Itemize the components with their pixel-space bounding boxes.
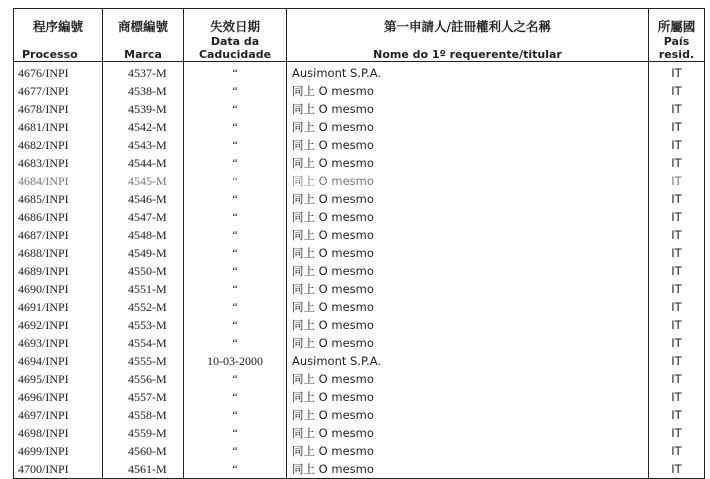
table-row: [14, 172, 705, 190]
header-pais: [649, 9, 705, 62]
processo-cell: 4693/INPI: [14, 334, 103, 352]
data-caducidade-cell: “: [184, 424, 287, 442]
pais-cell: IT: [649, 334, 705, 352]
table-row: [14, 136, 705, 154]
nome-titular-cell: 同上 O mesmo: [287, 154, 649, 172]
nome-titular-cell: 同上 O mesmo: [287, 172, 649, 190]
nome-titular-cell: 同上 O mesmo: [287, 280, 649, 298]
marca-cell: 4539-M: [103, 100, 184, 118]
pais-cell: IT: [649, 190, 705, 208]
nome-titular-cell: 同上 O mesmo: [287, 244, 649, 262]
table-row: [14, 208, 705, 226]
pais-cell: IT: [649, 244, 705, 262]
processo-cell: 4694/INPI: [14, 352, 103, 370]
nome-titular-cell: 同上 O mesmo: [287, 406, 649, 424]
nome-titular-cell: 同上 O mesmo: [287, 226, 649, 244]
pais-cell: IT: [649, 136, 705, 154]
nome-titular-cell: 同上 O mesmo: [287, 208, 649, 226]
processo-cell: 4688/INPI: [14, 244, 103, 262]
marca-cell: 4543-M: [103, 136, 184, 154]
processo-cell: 4681/INPI: [14, 118, 103, 136]
pais-cell: IT: [649, 298, 705, 316]
header-data-pt-line2: Caducidade: [198, 48, 272, 61]
data-caducidade-cell: “: [184, 62, 287, 83]
marca-cell: 4544-M: [103, 154, 184, 172]
marca-cell: 4549-M: [103, 244, 184, 262]
pais-cell: IT: [649, 172, 705, 190]
table-row: [14, 352, 705, 370]
marca-cell: 4546-M: [103, 190, 184, 208]
table-row: [14, 118, 705, 136]
nome-titular-cell: 同上 O mesmo: [287, 100, 649, 118]
table-row: [14, 262, 705, 280]
nome-titular-cell: 同上 O mesmo: [287, 298, 649, 316]
processo-cell: 4695/INPI: [14, 370, 103, 388]
processo-cell: 4699/INPI: [14, 442, 103, 460]
header-data-pt-line1: Data da: [210, 35, 260, 48]
nome-titular-cell: 同上 O mesmo: [287, 190, 649, 208]
marca-cell: 4558-M: [103, 406, 184, 424]
table-row: [14, 280, 705, 298]
header-marca: [103, 9, 184, 62]
table-row: [14, 82, 705, 100]
data-caducidade-cell: “: [184, 262, 287, 280]
data-caducidade-cell: 10-03-2000: [184, 352, 287, 370]
data-caducidade-cell: “: [184, 244, 287, 262]
marca-cell: 4560-M: [103, 442, 184, 460]
pais-cell: IT: [649, 62, 705, 83]
data-caducidade-cell: “: [184, 208, 287, 226]
trademark-expiry-table: [13, 8, 705, 479]
processo-cell: 4696/INPI: [14, 388, 103, 406]
pais-cell: IT: [649, 82, 705, 100]
processo-cell: 4683/INPI: [14, 154, 103, 172]
nome-titular-cell: 同上 O mesmo: [287, 316, 649, 334]
marca-cell: 4547-M: [103, 208, 184, 226]
pais-cell: IT: [649, 460, 705, 479]
data-caducidade-cell: “: [184, 334, 287, 352]
header-pais-pt-line2: resid.: [658, 48, 695, 61]
marca-cell: 4550-M: [103, 262, 184, 280]
header-marca-zh: 商標編號: [117, 19, 168, 34]
header-nome-zh: 第一申請人/註冊權利人之名稱: [383, 19, 552, 34]
header-nome-pt: Nome do 1º requerente/titular: [373, 48, 562, 61]
data-caducidade-cell: “: [184, 190, 287, 208]
table-row: [14, 190, 705, 208]
marca-cell: 4542-M: [103, 118, 184, 136]
processo-cell: 4690/INPI: [14, 280, 103, 298]
pais-cell: IT: [649, 352, 705, 370]
table-row: [14, 442, 705, 460]
pais-cell: IT: [649, 316, 705, 334]
nome-titular-cell: 同上 O mesmo: [287, 442, 649, 460]
table-row: [14, 388, 705, 406]
data-caducidade-cell: “: [184, 226, 287, 244]
marca-cell: 4538-M: [103, 82, 184, 100]
processo-cell: 4685/INPI: [14, 190, 103, 208]
nome-titular-cell: 同上 O mesmo: [287, 334, 649, 352]
marca-cell: 4559-M: [103, 424, 184, 442]
marca-cell: 4545-M: [103, 172, 184, 190]
nome-titular-cell: Ausimont S.P.A.: [287, 352, 649, 370]
nome-titular-cell: 同上 O mesmo: [287, 118, 649, 136]
pais-cell: IT: [649, 280, 705, 298]
header-processo: [14, 9, 103, 62]
marca-cell: 4554-M: [103, 334, 184, 352]
processo-cell: 4698/INPI: [14, 424, 103, 442]
header-processo-pt: Processo: [22, 48, 78, 61]
data-caducidade-cell: “: [184, 298, 287, 316]
processo-cell: 4700/INPI: [14, 460, 103, 479]
header-nome: [287, 9, 649, 62]
processo-cell: 4697/INPI: [14, 406, 103, 424]
pais-cell: IT: [649, 442, 705, 460]
data-caducidade-cell: “: [184, 280, 287, 298]
pais-cell: IT: [649, 424, 705, 442]
processo-cell: 4691/INPI: [14, 298, 103, 316]
header-pais-pt-line1: País: [663, 35, 690, 48]
table-row: [14, 370, 705, 388]
pais-cell: IT: [649, 406, 705, 424]
header-data-caducidade: [184, 9, 287, 62]
nome-titular-cell: 同上 O mesmo: [287, 370, 649, 388]
nome-titular-cell: Ausimont S.P.A.: [287, 62, 649, 83]
table-row: [14, 244, 705, 262]
header-marca-pt: Marca: [124, 48, 162, 61]
pais-cell: IT: [649, 388, 705, 406]
marca-cell: 4537-M: [103, 62, 184, 83]
data-caducidade-cell: “: [184, 172, 287, 190]
data-caducidade-cell: “: [184, 442, 287, 460]
processo-cell: 4677/INPI: [14, 82, 103, 100]
nome-titular-cell: 同上 O mesmo: [287, 460, 649, 479]
data-caducidade-cell: “: [184, 370, 287, 388]
pais-cell: IT: [649, 208, 705, 226]
table-row: [14, 62, 705, 83]
header-processo-zh: 程序編號: [32, 19, 83, 34]
header-data-zh: 失效日期: [209, 19, 260, 34]
table-header-row: [14, 9, 705, 62]
marca-cell: 4556-M: [103, 370, 184, 388]
pais-cell: IT: [649, 262, 705, 280]
nome-titular-cell: 同上 O mesmo: [287, 388, 649, 406]
processo-cell: 4686/INPI: [14, 208, 103, 226]
marca-cell: 4555-M: [103, 352, 184, 370]
processo-cell: 4689/INPI: [14, 262, 103, 280]
data-caducidade-cell: “: [184, 100, 287, 118]
marca-cell: 4561-M: [103, 460, 184, 479]
pais-cell: IT: [649, 100, 705, 118]
table-row: [14, 298, 705, 316]
nome-titular-cell: 同上 O mesmo: [287, 424, 649, 442]
data-caducidade-cell: “: [184, 406, 287, 424]
processo-cell: 4692/INPI: [14, 316, 103, 334]
table-row: [14, 406, 705, 424]
nome-titular-cell: 同上 O mesmo: [287, 262, 649, 280]
marca-cell: 4548-M: [103, 226, 184, 244]
processo-cell: 4684/INPI: [14, 172, 103, 190]
data-caducidade-cell: “: [184, 82, 287, 100]
marca-cell: 4553-M: [103, 316, 184, 334]
table-row: [14, 226, 705, 244]
pais-cell: IT: [649, 226, 705, 244]
data-caducidade-cell: “: [184, 388, 287, 406]
marca-cell: 4557-M: [103, 388, 184, 406]
pais-cell: IT: [649, 370, 705, 388]
pais-cell: IT: [649, 118, 705, 136]
table-row: [14, 460, 705, 479]
pais-cell: IT: [649, 154, 705, 172]
data-caducidade-cell: “: [184, 154, 287, 172]
data-caducidade-cell: “: [184, 460, 287, 479]
processo-cell: 4687/INPI: [14, 226, 103, 244]
data-caducidade-cell: “: [184, 118, 287, 136]
nome-titular-cell: 同上 O mesmo: [287, 136, 649, 154]
table-row: [14, 154, 705, 172]
data-caducidade-cell: “: [184, 136, 287, 154]
processo-cell: 4676/INPI: [14, 62, 103, 83]
processo-cell: 4682/INPI: [14, 136, 103, 154]
marca-cell: 4552-M: [103, 298, 184, 316]
marca-cell: 4551-M: [103, 280, 184, 298]
header-pais-zh: 所屬國: [657, 19, 696, 34]
table-row: [14, 424, 705, 442]
processo-cell: 4678/INPI: [14, 100, 103, 118]
table-body: [14, 62, 705, 479]
table-row: [14, 100, 705, 118]
table-row: [14, 316, 705, 334]
table-row: [14, 334, 705, 352]
data-caducidade-cell: “: [184, 316, 287, 334]
nome-titular-cell: 同上 O mesmo: [287, 82, 649, 100]
